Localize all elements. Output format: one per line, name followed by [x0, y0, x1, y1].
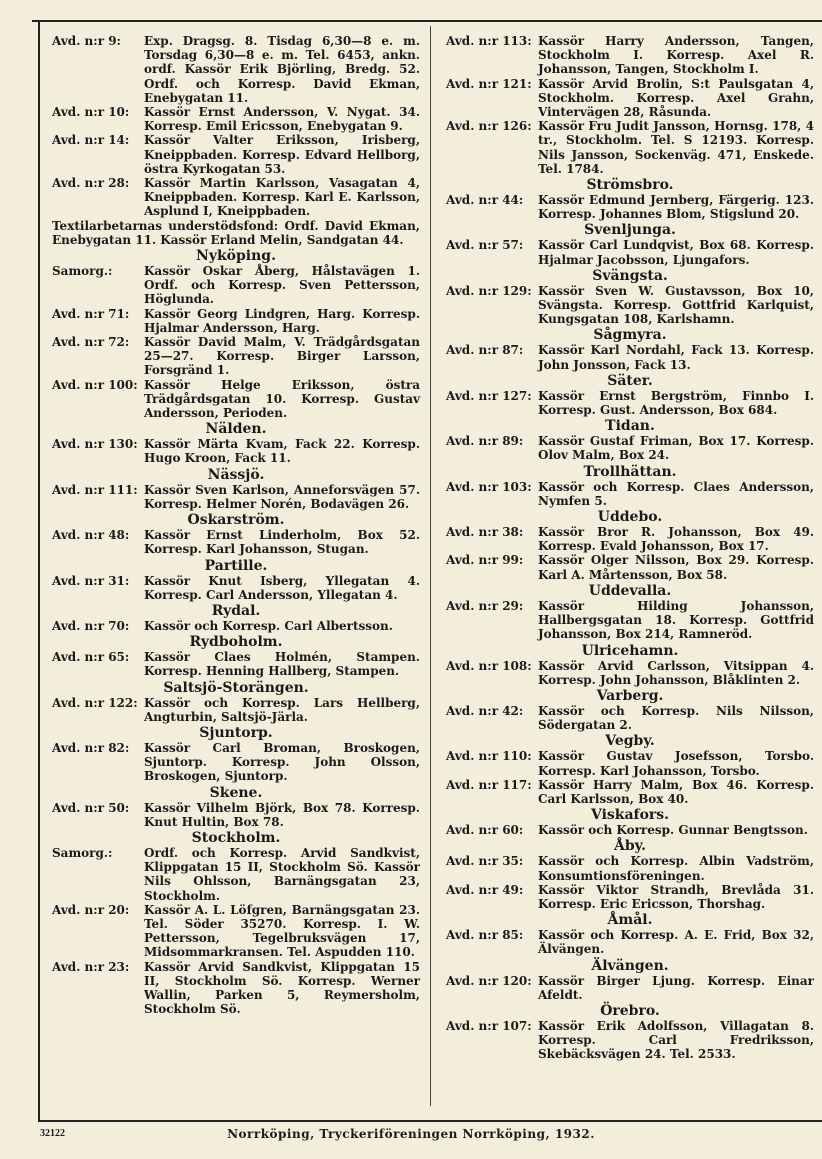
directory-entry	[52, 801, 420, 829]
entry-text: Kassör Arvid Carlsson, Vitsippan 4. Korresp. John Johansson, Blåklinten 2.	[538, 658, 814, 687]
entry-label: Avd. n:r 110:	[446, 749, 532, 764]
directory-entry	[446, 480, 814, 508]
directory-entry	[446, 928, 814, 956]
entry-text: Kassör Helge Eriksson, östra Trädgårdsgatan 10. Korresp. Gustav Andersson, Perioden.	[144, 377, 420, 421]
entry-text: Kassör och Korresp. Albin Vadström, Konsumtionsföreningen.	[538, 854, 814, 883]
directory-entry	[52, 960, 420, 1017]
directory-entry	[52, 574, 420, 602]
town-heading: Nässjö.	[207, 466, 265, 483]
entry-text: Kassör Ernst Andersson, V. Nygat. 34. Korresp. Emil Ericsson, Enebygatan 9.	[144, 105, 420, 134]
directory-entry	[52, 133, 420, 176]
entry-label: Avd. n:r 42:	[446, 703, 524, 718]
entry-text: Kassör och Korresp. Carl Albertsson.	[144, 618, 393, 633]
town-heading: Uddebo.	[597, 509, 663, 526]
entry-label: Avd. n:r 111:	[52, 482, 138, 497]
town-heading: Svängsta.	[592, 267, 668, 284]
paragraph: Textilarbetarnas understödsfond: Ordf. David Ekman, Enebygatan 11. Kassör Erland Melin, Sandgatan 44.	[52, 218, 420, 247]
entry-label: Avd. n:r 44:	[446, 193, 524, 208]
entry-label: Avd. n:r 35:	[446, 854, 524, 869]
entry-text: Kassör och Korresp. Claes Andersson, Nymfen 5.	[538, 479, 814, 508]
directory-entry	[52, 903, 420, 960]
entry-label: Avd. n:r 71:	[52, 306, 130, 321]
left-column	[52, 34, 420, 1016]
directory-entry	[52, 483, 420, 511]
entry-text: Kassör Bror R. Johansson, Box 49. Korresp. Evald Johansson, Box 17.	[538, 525, 814, 554]
entry-text: Kassör och Korresp. Nils Nilsson, Södergatan 2.	[538, 703, 814, 733]
directory-entry	[446, 659, 814, 687]
entry-text: Kassör Ernst Bergström, Finnbo I. Korresp. Gust. Andersson, Box 684.	[538, 388, 814, 418]
town-heading: Stockholm.	[191, 829, 281, 846]
directory-entry	[446, 389, 814, 417]
town-heading: Saltsjö-Storängen.	[163, 679, 309, 696]
town-heading: Säter.	[607, 372, 653, 389]
entry-text: Kassör Carl Lundqvist, Box 68. Korresp. Hjalmar Jacobsson, Ljungafors.	[538, 238, 814, 267]
entry-text: Kassör Vilhelm Björk, Box 78. Korresp. Knut Hultin, Box 78.	[144, 800, 420, 829]
town-heading: Sjuntorp.	[199, 724, 273, 741]
entry-text: Kassör Ernst Linderholm, Box 52. Korresp. Karl Johansson, Stugan.	[144, 528, 420, 557]
entry-text: Kassör Carl Broman, Broskogen, Sjuntorp. Korresp. John Olsson, Broskogen, Sjuntorp.	[144, 740, 420, 784]
town-heading: Ulricehamn.	[581, 642, 679, 659]
directory-entry	[446, 704, 814, 732]
town-heading: Rydboholm.	[189, 634, 283, 651]
entry-label: Avd. n:r 127:	[446, 388, 532, 403]
entry-label: Samorg.:	[52, 264, 113, 279]
entry-label: Avd. n:r 85:	[446, 928, 524, 943]
entry-label: Avd. n:r 130:	[52, 437, 138, 452]
directory-entry	[52, 307, 420, 335]
left-border-rule	[38, 20, 40, 1122]
directory-entry	[52, 335, 420, 378]
directory-entry	[446, 1019, 814, 1062]
directory-entry	[52, 696, 420, 724]
entry-label: Avd. n:r 14:	[52, 133, 130, 148]
entry-text: Kassör Harry Andersson, Tangen, Stockholm I. Korresp. Axel R. Johansson, Tangen, Stockholm I.	[538, 34, 814, 77]
directory-entry	[446, 749, 814, 777]
town-heading: Örebro.	[600, 1002, 660, 1019]
entry-label: Avd. n:r 23:	[52, 959, 130, 974]
directory-entry	[52, 741, 420, 784]
entry-label: Avd. n:r 100:	[52, 377, 138, 392]
entry-label: Avd. n:r 31:	[52, 573, 130, 588]
town-heading: Åmål.	[607, 912, 653, 929]
town-heading: Åby.	[613, 838, 647, 855]
entry-label: Avd. n:r 103:	[446, 479, 532, 494]
town-heading: Partille.	[204, 557, 268, 574]
entry-text: Kassör Erik Adolfsson, Villagatan 8. Korresp. Carl Fredriksson, Skebäcksvägen 24. Tel. 2533.	[538, 1018, 814, 1062]
directory-entry	[446, 599, 814, 642]
town-heading: Viskafors.	[590, 807, 670, 824]
directory-entry	[446, 343, 814, 371]
entry-text: Kassör och Korresp. Gunnar Bengtsson.	[538, 823, 808, 838]
entry-text: Kassör David Malm, V. Trädgårdsgatan 25—27. Korresp. Birger Larsson, Forsgränd 1.	[144, 335, 420, 378]
entry-label: Avd. n:r 82:	[52, 740, 130, 755]
entry-text: Kassör Sven Karlson, Anneforsvägen 57. Korresp. Helmer Norén, Bodavägen 26.	[144, 482, 420, 511]
entry-text: Kassör Martin Karlsson, Vasagatan 4, Kneippbaden. Korresp. Karl E. Karlsson, Asplund I, Kneippbaden.	[144, 176, 420, 219]
printer-imprint: Norrköping, Tryckeriföreningen Norrköping, 1932.	[227, 1127, 595, 1141]
entry-text: Kassör Gustaf Friman, Box 17. Korresp. Olov Malm, Box 24.	[538, 434, 814, 463]
entry-text: Kassör Oskar Åberg, Hålstavägen 1. Ordf. och Korresp. Sven Pettersson, Höglunda.	[144, 264, 420, 307]
town-heading: Svenljunga.	[584, 222, 676, 239]
directory-entry	[446, 119, 814, 176]
directory-entry	[446, 553, 814, 581]
entry-label: Avd. n:r 120:	[446, 973, 532, 988]
directory-entry	[52, 264, 420, 307]
entry-label: Avd. n:r 50:	[52, 800, 130, 815]
directory-entry	[52, 437, 420, 465]
entry-text: Kassör Gustav Josefsson, Torsbo. Korresp. Karl Johansson, Torsbo.	[538, 749, 814, 778]
entry-text: Kassör Harry Malm, Box 46. Korresp. Carl Karlsson, Box 40.	[538, 777, 814, 806]
directory-entry	[52, 619, 420, 633]
town-heading: Sågmyra.	[593, 327, 667, 344]
entry-label: Avd. n:r 10:	[52, 105, 130, 120]
entry-text: Kassör A. L. Löfgren, Barnängsgatan 23. Tel. Söder 35270. Korresp. I. W. Pettersson, Tegelbruksvägen 17, Midsommarkransen. Tel. Aspudden 110.	[144, 902, 420, 960]
town-heading: Uddevalla.	[588, 582, 672, 599]
directory-entry	[446, 193, 814, 221]
directory-entry	[446, 883, 814, 911]
directory-entry	[52, 378, 420, 421]
entry-label: Avd. n:r 38:	[446, 525, 524, 540]
entry-text: Kassör Märta Kvam, Fack 22. Korresp. Hugo Kroon, Fack 11.	[144, 437, 420, 466]
entry-text: Kassör Knut Isberg, Yllegatan 4. Korresp. Carl Andersson, Yllegatan 4.	[144, 573, 420, 602]
directory-entry	[52, 105, 420, 133]
entry-label: Avd. n:r 113:	[446, 34, 532, 48]
directory-entry	[446, 34, 814, 77]
entry-text: Kassör Viktor Strandh, Brevlåda 31. Korresp. Eric Ericsson, Thorshag.	[538, 882, 814, 911]
entry-label: Samorg.:	[52, 845, 113, 860]
entry-label: Avd. n:r 49:	[446, 882, 524, 897]
entry-text: Ordf. och Korresp. Arvid Sandkvist, Klippgatan 15 II, Stockholm Sö. Kassör Nils Ohlsson, Barnängsgatan 23, Stockholm.	[144, 845, 420, 903]
entry-label: Avd. n:r 57:	[446, 238, 524, 253]
directory-entry	[52, 650, 420, 678]
directory-entry	[446, 434, 814, 462]
entry-text: Kassör Birger Ljung. Korresp. Einar Afeldt.	[538, 973, 814, 1002]
entry-label: Avd. n:r 70:	[52, 618, 130, 633]
directory-entry	[446, 778, 814, 806]
entry-text: Kassör Valter Eriksson, Irisberg, Kneippbaden. Korresp. Edvard Hellborg, östra Kyrkogatan 53.	[144, 133, 420, 176]
entry-label: Avd. n:r 117:	[446, 777, 532, 792]
directory-entry	[446, 525, 814, 553]
entry-text: Kassör Claes Holmén, Stampen. Korresp. Henning Hallberg, Stampen.	[144, 650, 420, 679]
entry-text: Kassör Hilding Johansson, Hallbergsgatan 18. Korresp. Gottfrid Johansson, Box 214, Ramneröd.	[538, 598, 814, 642]
entry-text: Kassör Sven W. Gustavsson, Box 10, Svängsta. Korresp. Gottfrid Karlquist, Kungsgatan 108, Karlshamn.	[538, 283, 814, 327]
entry-text: Kassör Arvid Sandkvist, Klippgatan 15 II, Stockholm Sö. Korresp. Werner Wallin, Parken 5, Reymersholm, Stockholm Sö.	[144, 959, 420, 1017]
entry-label: Avd. n:r 108:	[446, 658, 532, 673]
town-heading: Oskarström.	[187, 512, 285, 529]
entry-label: Avd. n:r 122:	[52, 695, 138, 710]
town-heading: Nälden.	[205, 421, 267, 438]
column-divider	[430, 26, 431, 1106]
entry-label: Avd. n:r 129:	[446, 283, 532, 298]
entry-label: Avd. n:r 48:	[52, 528, 130, 543]
entry-label: Avd. n:r 99:	[446, 553, 524, 568]
entry-text: Kassör Arvid Brolin, S:t Paulsgatan 4, Stockholm. Korresp. Axel Grahn, Vintervägen 28, Råsunda.	[538, 76, 814, 120]
entry-text: Kassör Olger Nilsson, Box 29. Korresp. Karl A. Mårtensson, Box 58.	[538, 553, 814, 582]
entry-label: Avd. n:r 89:	[446, 434, 524, 449]
entry-label: Avd. n:r 29:	[446, 598, 524, 613]
entry-text: Kassör Georg Lindgren, Harg. Korresp. Hjalmar Andersson, Harg.	[144, 306, 420, 335]
directory-entry	[446, 284, 814, 327]
town-heading: Varberg.	[596, 687, 664, 704]
entry-label: Avd. n:r 28:	[52, 176, 130, 191]
entry-label: Avd. n:r 126:	[446, 119, 532, 134]
entry-text: Kassör Karl Nordahl, Fack 13. Korresp. John Jonsson, Fack 13.	[538, 343, 814, 372]
directory-entry	[52, 34, 420, 105]
entry-text: Kassör och Korresp. Lars Hellberg, Angturbin, Saltsjö-Järla.	[144, 695, 420, 724]
directory-entry	[446, 974, 814, 1002]
town-heading: Tidan.	[605, 418, 655, 435]
entry-label: Avd. n:r 65:	[52, 650, 130, 665]
entry-label: Avd. n:r 72:	[52, 335, 130, 350]
town-heading: Vegby.	[605, 733, 655, 750]
entry-label: Avd. n:r 60:	[446, 823, 524, 838]
entry-text: Kassör och Korresp. A. E. Frid, Box 32, Älvängen.	[538, 928, 814, 957]
entry-label: Avd. n:r 121:	[446, 76, 532, 91]
town-heading: Skene.	[209, 784, 263, 801]
town-heading: Trollhättan.	[583, 463, 677, 480]
entry-label: Avd. n:r 107:	[446, 1018, 532, 1033]
directory-entry	[446, 238, 814, 266]
top-border-rule	[32, 20, 822, 22]
bottom-border-rule	[38, 1120, 822, 1122]
entry-text: Kassör Edmund Jernberg, Färgerig. 123. Korresp. Johannes Blom, Stigslund 20.	[538, 193, 814, 222]
directory-entry	[446, 854, 814, 882]
directory-entry	[52, 528, 420, 556]
entry-text: Exp. Dragsg. 8. Tisdag 6,30—8 e. m. Torsdag 6,30—8 e. m. Tel. 6453, ankn. ordf. Kassör Erik Björling, Bredg. 52. Ordf. och Korresp. David Ekman, Enebygatan 11.	[144, 34, 420, 105]
town-heading: Rydal.	[211, 602, 261, 619]
entry-label: Avd. n:r 9:	[52, 34, 121, 48]
entry-label: Avd. n:r 20:	[52, 902, 130, 917]
directory-entry	[52, 176, 420, 219]
directory-entry	[446, 823, 814, 837]
print-code: 32122	[40, 1128, 65, 1139]
town-heading: Älvängen.	[591, 957, 669, 974]
town-heading: Nyköping.	[196, 248, 276, 265]
directory-entry	[446, 77, 814, 120]
entry-text: Kassör Fru Judit Jansson, Hornsg. 178, 4 tr., Stockholm. Tel. S 12193. Korresp. Nils Jansson, Sockenväg. 471, Enskede. Tel. 1784.	[538, 119, 814, 176]
right-column	[446, 34, 814, 1062]
entry-label: Avd. n:r 87:	[446, 343, 524, 358]
town-heading: Strömsbro.	[586, 177, 674, 194]
directory-entry	[52, 846, 420, 903]
